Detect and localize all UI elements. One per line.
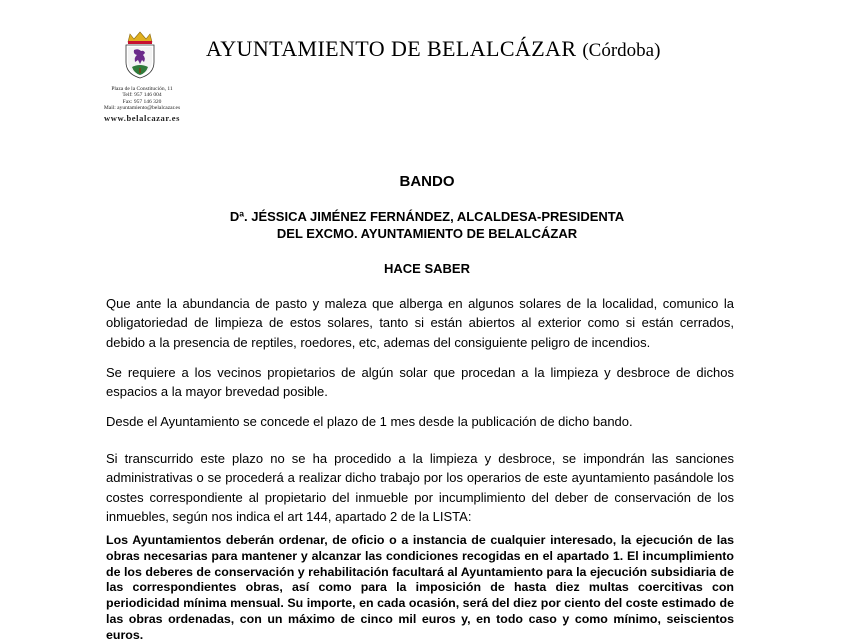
email-line: Mail: ayuntamiento@belalcazar.es: [103, 105, 181, 112]
author-line: DEL EXCMO. AYUNTAMIENTO DE BELALCÁZAR: [276, 226, 578, 241]
organization-title: [206, 36, 660, 62]
letterhead: [0, 0, 854, 130]
author-line: Dª. JÉSSICA JIMÉNEZ FERNÁNDEZ, ALCALDESA-PRESIDENTA: [229, 209, 625, 224]
body-paragraph: Se requiere a los vecinos propietarios de algún solar que procedan a la limpieza y desbroce de dichos espacios a la mayor brevedad posible.: [106, 365, 734, 400]
document-type: BANDO: [399, 173, 455, 190]
address-line: Plaza de la Constitución, 11: [111, 86, 173, 92]
organization-name: AYUNTAMIENTO DE BELALCÁZAR: [206, 36, 577, 61]
website-link[interactable]: www.belalcazar.es: [104, 112, 180, 123]
phone-line: Telf: 957 146 004: [122, 92, 162, 99]
body-paragraph: Si transcurrido este plazo no se ha procedido a la limpieza y desbroce, se impondrán las sanciones administrativas o se procederá a realizar dicho trabajo por los operarios de este ayuntamiento pasándole los costes correspondiente al propietario del inmueble por incumplimiento del deber de conservación de los inmuebles, según nos indica el art 144, apartado 2 de la LISTA:: [106, 451, 734, 524]
legal-quote: Los Ayuntamientos deberán ordenar, de oficio o a instancia de cualquier interesado, la ejecución de las obras necesarias para mantener y alcanzar las condiciones recogidas en el apartado 1. El incumplimiento de los deberes de conservación y rehabilitación facultará al Ayuntamiento para la ejecución subsidiaria de las correspondientes obras, así como para la imposición de hasta diez multas coercitivas con periodicidad mínima mensual. Su importe, en cada ocasión, será del diez por ciento del coste estimado de las obras ordenadas, con un máximo de cinco mil euros y, en todo caso y como mínimo, seiscientos euros.: [106, 533, 734, 642]
contact-block: [92, 86, 192, 124]
organization-region: (Córdoba): [582, 40, 661, 61]
author-heading: [0, 208, 854, 242]
fax-line: Fax: 957 146 320: [122, 98, 162, 105]
body-paragraph: Que ante la abundancia de pasto y maleza que alberga en algunos solares de la localidad, comunico la obligatoriedad de limpieza de estos solares, tanto si están abiertos al exterior como si están cerrados, debido a la presencia de reptiles, roedores, etc, ademas del consiguiente peligro de incendios.: [106, 296, 734, 350]
coat-of-arms-icon: [120, 30, 160, 80]
body-paragraph: Desde el Ayuntamiento se concede el plazo de 1 mes desde la publicación de dicho bando.: [106, 414, 633, 429]
announcement-heading: HACE SABER: [384, 261, 470, 276]
